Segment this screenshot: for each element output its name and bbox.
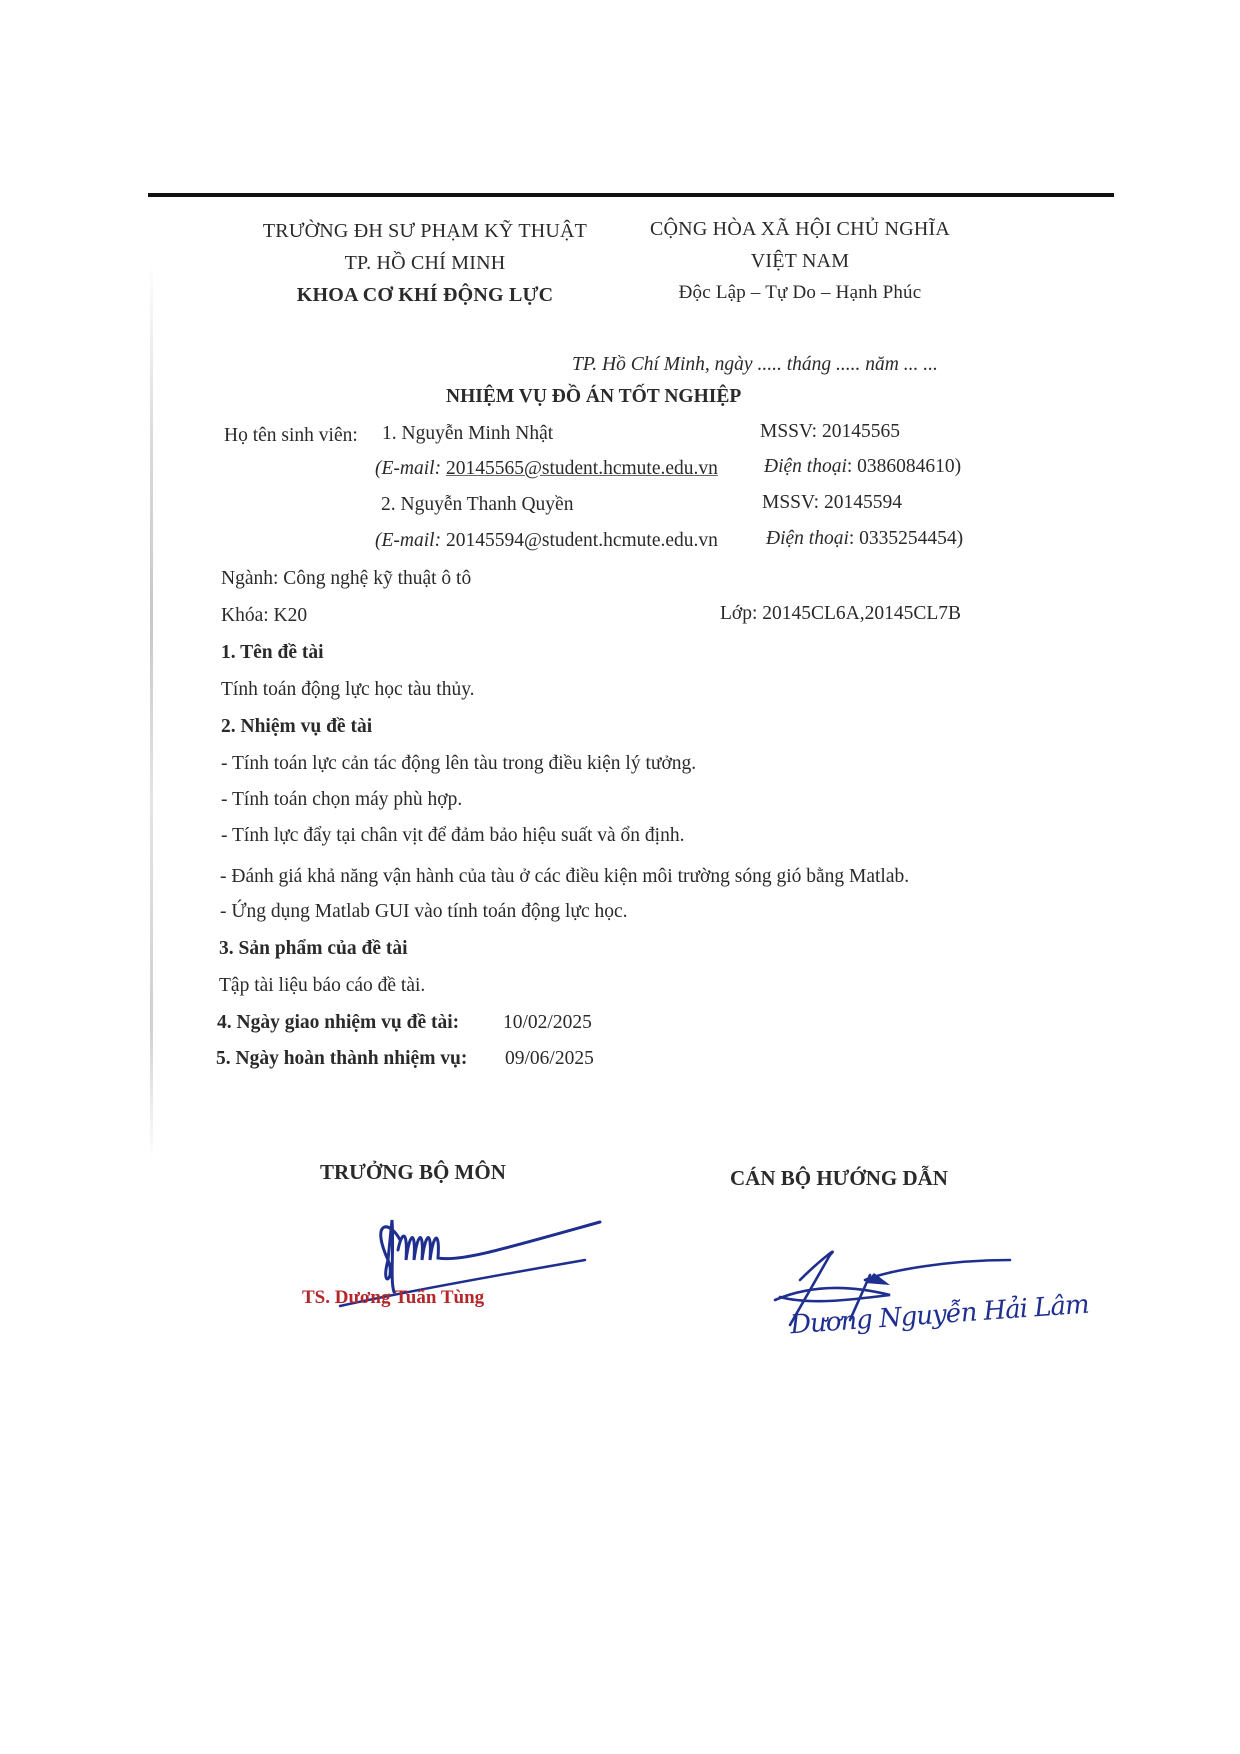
supervisor-title: CÁN BỘ HƯỚNG DẪN: [730, 1166, 948, 1190]
student-2-email: 20145594@student.hcmute.edu.vn: [445, 530, 718, 551]
document-title: NHIỆM VỤ ĐỒ ÁN TỐT NGHIỆP: [446, 386, 742, 407]
student-1-phone: : 0386084610): [846, 456, 962, 477]
task-item: - Tính lực đẩy tại chân vịt để đảm bảo hiệu suất và ổn định.: [221, 825, 685, 846]
section-5-label: 5. Ngày hoàn thành nhiệm vụ:: [216, 1048, 468, 1069]
student-1-mssv: MSSV: 20145565: [760, 421, 900, 442]
student-2-mssv: MSSV: 20145594: [762, 492, 902, 513]
section-1-title: 1. Tên đề tài: [221, 642, 324, 663]
section-4-label: 4. Ngày giao nhiệm vụ đề tài:: [217, 1012, 460, 1033]
task-item: - Ứng dụng Matlab GUI vào tính toán động lực học.: [220, 901, 628, 922]
completion-date: 09/06/2025: [505, 1048, 594, 1069]
nation-title: CỘNG HÒA XÃ HỘI CHỦ NGHĨA: [650, 218, 950, 240]
students-label: Họ tên sinh viên:: [224, 425, 358, 446]
major: Ngành: Công nghệ kỹ thuật ô tô: [221, 568, 472, 589]
student-1-name: 1. Nguyễn Minh Nhật: [382, 423, 554, 444]
student-2-phone-row: [766, 528, 963, 550]
national-motto: Độc Lập – Tự Do – Hạnh Phúc: [678, 282, 922, 303]
student-2-email-row: [375, 530, 718, 552]
supervisor-handwritten-name: Dương Nguyễn Hải Lâm: [789, 1289, 1090, 1341]
nation-name: VIỆT NAM: [750, 250, 850, 272]
school-city: TP. HỒ CHÍ MINH: [344, 252, 506, 274]
student-1-email-link[interactable]: 20145565@student.hcmute.edu.vn: [445, 458, 718, 479]
section-1-body: Tính toán động lực học tàu thủy.: [221, 679, 475, 700]
section-2-title: 2. Nhiệm vụ đề tài: [221, 716, 373, 737]
place-date: TP. Hồ Chí Minh, ngày ..... tháng ..... năm ... ...: [572, 354, 938, 375]
task-item: - Tính toán chọn máy phù hợp.: [221, 789, 463, 810]
email-label: (E-mail:: [375, 530, 442, 551]
section-3-body: Tập tài liệu báo cáo đề tài.: [219, 975, 426, 996]
head-of-department-title: TRƯỞNG BỘ MÔN: [320, 1160, 506, 1184]
email-label: (E-mail:: [375, 458, 442, 479]
student-2-phone: : 0335254454): [848, 528, 964, 549]
head-of-department-name: TS. Dương Tuấn Tùng: [302, 1287, 485, 1308]
scan-edge-artifact: [150, 260, 153, 1160]
student-1-phone-row: [764, 456, 961, 478]
task-item: - Đánh giá khả năng vận hành của tàu ở các điều kiện môi trường sóng gió bằng Matlab.: [220, 866, 910, 887]
school-name: TRƯỜNG ĐH SƯ PHẠM KỸ THUẬT: [262, 220, 588, 242]
top-divider-line: [148, 193, 1114, 197]
section-3-title: 3. Sản phẩm của đề tài: [219, 938, 408, 959]
task-item: - Tính toán lực cản tác động lên tàu trong điều kiện lý tưởng.: [221, 753, 697, 774]
faculty-name: KHOA CƠ KHÍ ĐỘNG LỰC: [296, 284, 554, 306]
phone-label: Điện thoại: [764, 456, 847, 477]
assign-date: 10/02/2025: [503, 1012, 592, 1033]
class: Lớp: 20145CL6A,20145CL7B: [720, 603, 962, 624]
student-1-email-row: [375, 458, 718, 480]
student-2-name: 2. Nguyễn Thanh Quyền: [381, 494, 574, 515]
course: Khóa: K20: [221, 605, 308, 626]
phone-label: Điện thoại: [766, 528, 849, 549]
